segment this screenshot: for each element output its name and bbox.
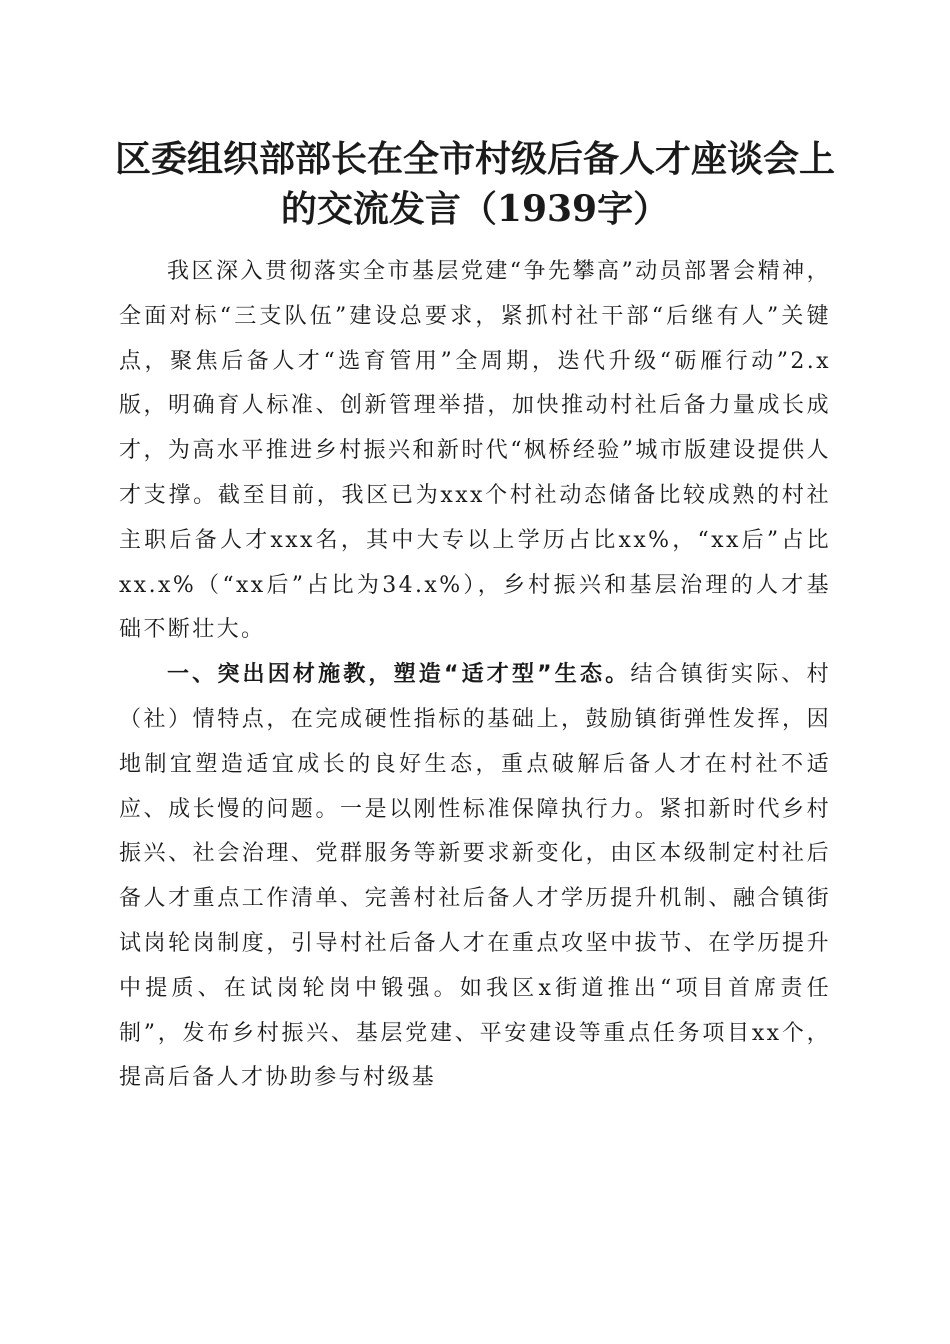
paragraph-intro-text: 我区深入贯彻落实全市基层党建“争先攀高”动员部署会精神，全面对标“三支队伍”建设总要求，紧抓村社干部“后继有人”关键点，聚焦后备人才“选育管用”全周期，迭代升级“砺雁行动”2.x版，明确育人标准、创新管理举措，加快推动村社后备力量成长成才，为高水平推进乡村振兴和新时代“枫桥经验”城市版建设提供人才支撑。截至目前，我区已为xxx个村社动态储备比较成熟的村社主职后备人才xxx名，其中大专以上学历占比xx%，“xx后”占比xx.x%（“xx后”占比为34.x%），乡村振兴和基层治理的人才基础不断壮大。 [119,259,831,643]
title-line-1: 区委组织部部长在全市村级后备人才座谈会上 [114,138,835,180]
paragraph-section-1 [119,653,831,1101]
paragraph-intro [119,250,831,653]
document-title [100,134,850,234]
document-body [119,250,831,1101]
section-1-text: 结合镇街实际、村（社）情特点，在完成硬性指标的基础上，鼓励镇街弹性发挥，因地制宜塑造适宜成长的良好生态，重点破解后备人才在村社不适应、成长慢的问题。一是以刚性标准保障执行力。紧扣新时代乡村振兴、社会治理、党群服务等新要求新变化，由区本级制定村社后备人才重点工作清单、完善村社后备人才学历提升机制、融合镇街试岗轮岗制度，引导村社后备人才在重点攻坚中拔节、在学历提升中提质、在试岗轮岗中锻强。如我区x街道推出“项目首席责任制”，发布乡村振兴、基层党建、平安建设等重点任务项目xx个，提高后备人才协助参与村级基 [119,662,832,1091]
section-1-heading: 一、突出因材施教，塑造“适才型”生态。 [167,662,631,688]
title-line-2: 的交流发言（1939字） [280,188,670,230]
